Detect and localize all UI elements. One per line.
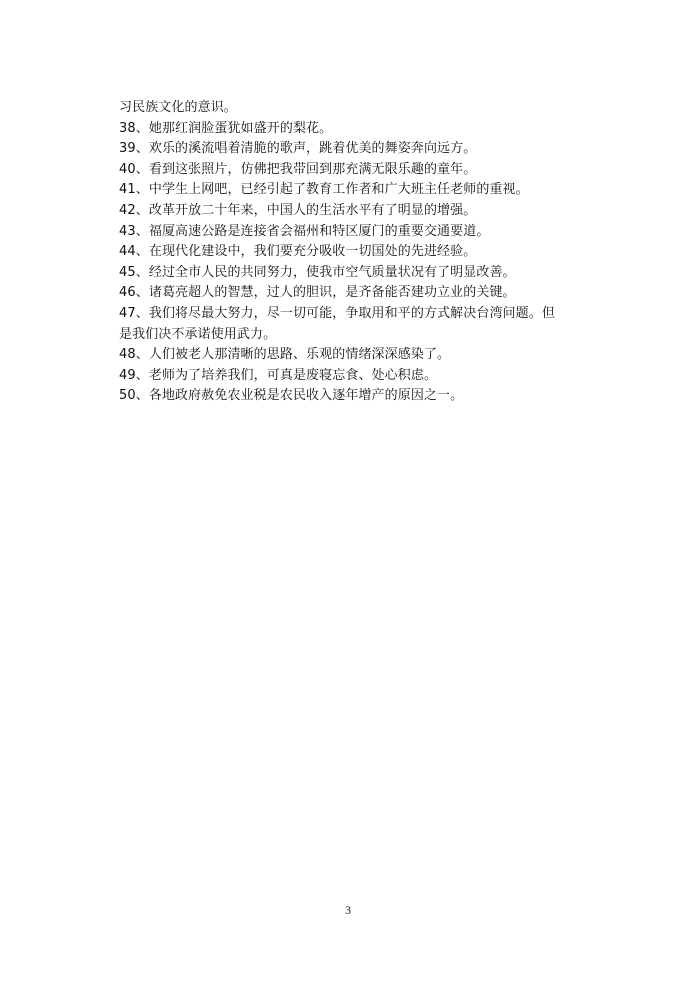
text-line: 43、福厦高速公路是连接省会福州和特区厦门的重要交通要道。	[119, 223, 490, 239]
text-line: 44、在现代化建设中，我们要充分吸收一切国处的先进经验。	[119, 244, 477, 260]
text-line: 习民族文化的意识。	[119, 100, 237, 115]
page-number: 3	[345, 903, 351, 917]
text-line: 45、经过全市人民的共同努力，使我市空气质量状况有了明显改善。	[119, 264, 516, 280]
text-line: 41、中学生上网吧，已经引起了教育工作者和广大班主任老师的重视。	[119, 182, 529, 198]
document-body	[119, 98, 589, 407]
text-line: 48、人们被老人那清晰的思路、乐观的情绪深深感染了。	[119, 347, 451, 363]
text-line: 49、老师为了培养我们，可真是废寝忘食、处心积虑。	[119, 367, 438, 383]
text-line: 47、我们将尽最大努力，尽一切可能，争取用和平的方式解决台湾问题。但	[119, 305, 555, 321]
text-line: 40、看到这张照片，仿佛把我带回到那充满无限乐趣的童年。	[119, 161, 477, 177]
text-line: 50、各地政府赦免农业税是农民收入逐年增产的原因之一。	[119, 388, 464, 404]
text-line: 是我们决不承诺使用武力。	[119, 326, 277, 342]
text-line: 38、她那红润脸蛋犹如盛开的梨花。	[119, 120, 333, 136]
text-line: 46、诸葛亮超人的智慧，过人的胆识，是齐备能否建功立业的关键。	[119, 285, 516, 301]
text-line: 39、欢乐的溪流唱着清脆的歌声，跳着优美的舞姿奔向远方。	[119, 141, 477, 157]
text-line: 42、改革开放二十年来，中国人的生活水平有了明显的增强。	[119, 202, 477, 218]
